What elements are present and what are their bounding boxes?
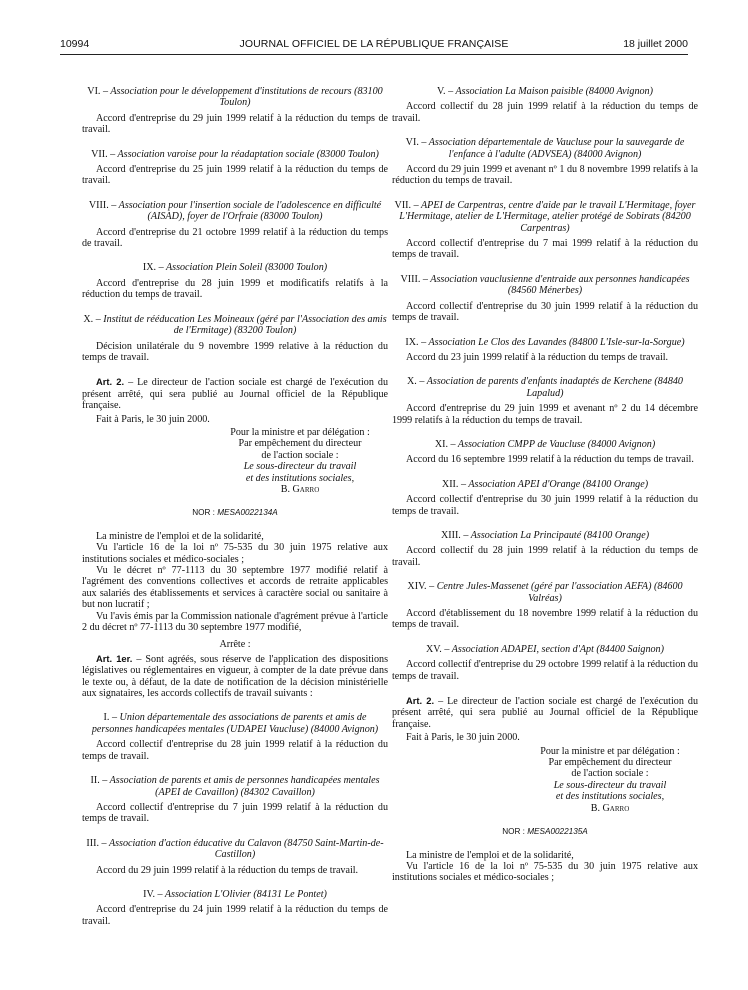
section-heading [392, 200, 698, 234]
sig-line: et des institutions sociales, [245, 472, 355, 484]
section-heading [392, 376, 698, 399]
section-title: Union départementale des associations de parents et amis de personnes handicapées mentales (UDAPEI Vaucluse) (84000 Avignon) [91, 712, 379, 735]
section-body: Accord d'entreprise du 24 juin 1999 relatif à la réduction du temps de travail. [82, 904, 388, 927]
section-title: Association de parents et amis de personnes handicapées mentales (APEI de Cavaillon) (84302 Cavaillon) [109, 775, 380, 798]
signatory-name: B. Garro [590, 802, 630, 814]
section-block [82, 200, 388, 250]
section-heading [392, 337, 698, 348]
section-heading [82, 838, 388, 861]
section-heading [82, 314, 388, 337]
section-body: Accord collectif d'entreprise du 7 juin 1999 relatif à la réduction du temps de travail. [82, 801, 388, 825]
sig-line: Le sous-directeur du travail [553, 779, 667, 791]
section-block [82, 314, 388, 364]
section-number: IX. – [142, 262, 164, 274]
section-block [82, 775, 388, 825]
left-fait: Fait à Paris, le 30 juin 2000. [96, 413, 210, 425]
section-title: Association L'Olivier (84131 Le Pontet) [164, 888, 327, 900]
article-label: Art. 1er. [96, 652, 133, 664]
section-heading [82, 200, 388, 223]
section-title: Association varoise pour la réadaptation sociale (83000 Toulon) [117, 148, 379, 160]
section-body: Accord collectif d'entreprise du 29 octobre 1999 relatif à la réduction du temps de travail. [392, 659, 698, 682]
section-body: Accord collectif d'entreprise du 30 juin 1999 relatif à la réduction du temps de travail. [392, 300, 698, 324]
section-number: I. – [103, 712, 118, 724]
section-body: Accord collectif du 28 juin 1999 relatif à la réduction du temps de travail. [392, 545, 698, 568]
section-block [392, 439, 698, 466]
section-block [392, 530, 698, 568]
section-heading [392, 644, 698, 655]
section-heading [82, 712, 388, 735]
section-number: XII. – [441, 478, 467, 490]
section-body: Accord collectif d'entreprise du 28 juin 1999 relatif à la réduction du temps de travail. [82, 739, 388, 762]
section-number: XV. – [426, 643, 450, 655]
section-body: Accord collectif d'entreprise du 30 juin 1999 relatif à la réduction du temps de travail. [392, 494, 698, 517]
section-title: Association de parents d'enfants inadaptés de Kerchene (84840 Lapalud) [426, 376, 683, 399]
preamble-line: Vu l'article 16 de la loi nº 75-535 du 30 juin 1975 relative aux institutions sociales et médico-sociales ; [392, 860, 698, 884]
section-title: Association La Maison paisible (84000 Avignon) [455, 86, 653, 97]
section-number: V. – [437, 86, 454, 97]
sig-line: de l'action sociale : [261, 449, 339, 461]
section-title: Association Le Clos des Lavandes (84800 L'Isle-sur-la-Sorgue) [428, 336, 685, 348]
section-body: Accord collectif d'entreprise du 7 mai 1999 relatif à la réduction du temps de travail. [392, 238, 698, 261]
article-text: – Sont agréés, sous réserve de l'application des dispositions législatives ou réglementaires en vigueur, à compter de la date prévue dans le texte ou, à défaut, de la date de notification de la décision ministérielle aux signataires, les accords collectifs de travail suivants : [82, 653, 388, 700]
left-column [82, 86, 388, 940]
section-number: VI. – [405, 137, 427, 149]
right-column [392, 86, 698, 884]
section-block [82, 712, 388, 762]
section-block [82, 149, 388, 187]
sig-line: Par empêchement du directeur [238, 438, 362, 450]
nor-label: NOR : [502, 827, 528, 837]
section-block [82, 86, 388, 136]
page-header [60, 38, 688, 52]
section-body: Accord d'entreprise du 29 juin 1999 et avenant nº 2 du 14 décembre 1999 relatifs à la réduction du temps de travail. [392, 403, 698, 426]
sig-line: Pour la ministre et par délégation : [540, 745, 680, 757]
section-number: XIV. – [407, 581, 435, 593]
section-number: VIII. – [88, 199, 117, 211]
nor-code: MESA0022134A [217, 508, 278, 518]
page-number: 10994 [60, 38, 90, 50]
section-title: Centre Jules-Massenet (géré par l'association AEFA) (84600 Valréas) [436, 581, 683, 604]
section-number: II. – [90, 775, 108, 787]
section-title: Association d'action éducative du Calavon (84750 Saint-Martin-de-Castillon) [108, 837, 384, 861]
section-heading [82, 775, 388, 798]
section-heading [82, 149, 388, 160]
section-block [392, 376, 698, 426]
section-title: Association départementale de Vaucluse pour la sauvegarde de l'enfance à l'adulte (ADVSEA) (84000 Avignon) [428, 137, 685, 160]
nor-label: NOR : [192, 508, 218, 518]
section-title: Association vauclusienne d'entraide aux personnes handicapées (84560 Ménerbes) [430, 273, 690, 297]
section-number: X. – [83, 313, 101, 325]
article-label: Art. 2. [406, 695, 435, 707]
section-block [392, 337, 698, 364]
section-heading [392, 479, 698, 490]
left-article-2 [82, 376, 388, 411]
section-heading [392, 86, 698, 97]
section-block [82, 838, 388, 876]
section-block [392, 644, 698, 682]
section-number: VII. – [394, 199, 419, 211]
section-heading [392, 274, 698, 297]
section-heading [392, 439, 698, 450]
section-body: Décision unilatérale du 9 novembre 1999 relative à la réduction du temps de travail. [82, 340, 388, 363]
section-number: IX. – [405, 336, 427, 348]
section-title: APEI de Carpentras, centre d'aide par le travail L'Hermitage, foyer L'Hermitage, atelier de L'Hermitage, atelier protégé de Sobirats (84200 Carpentras) [399, 199, 696, 234]
sig-line: et des institutions sociales, [555, 791, 665, 803]
journal-title: JOURNAL OFFICIEL DE LA RÉPUBLIQUE FRANÇAISE [239, 38, 509, 50]
section-title: Association pour l'insertion sociale de l'adolescence en difficulté (AISAD), foyer de l'Orfraie (83000 Toulon) [118, 199, 382, 223]
section-block [392, 274, 698, 324]
preamble-line: La ministre de l'emploi et de la solidarité, [406, 849, 574, 861]
section-number: IV. – [143, 888, 163, 900]
section-title: Association CMPP de Vaucluse (84000 Avignon) [457, 438, 656, 450]
section-body: Accord d'entreprise du 25 juin 1999 relatif à la réduction du temps de travail. [82, 164, 388, 187]
preamble-line: Vu le décret nº 77-1113 du 30 septembre 1977 modifié relatif à l'agrément des conventions collectives et accords de retraite applicables aux salariés des établissements et services à caractère social ou sanitaire à but non lucratif ; [82, 565, 388, 611]
sig-line: Le sous-directeur du travail [243, 461, 357, 473]
section-body: Accord d'entreprise du 21 octobre 1999 relatif à la réduction du temps de travail. [82, 226, 388, 250]
section-heading [392, 581, 698, 604]
section-body: Accord d'entreprise du 28 juin 1999 et modificatifs relatifs à la réduction du temps de travail. [82, 277, 388, 301]
section-number: X. – [407, 376, 425, 388]
section-heading [392, 530, 698, 541]
signatory-name: B. Garro [280, 483, 320, 495]
section-body: Accord collectif du 28 juin 1999 relatif à la réduction du temps de travail. [392, 101, 698, 124]
section-heading [392, 137, 698, 160]
publication-date: 18 juillet 2000 [623, 38, 688, 50]
section-body: Accord du 29 juin 1999 et avenant nº 1 du 8 novembre 1999 relatifs à la réduction du temps de travail. [392, 164, 698, 187]
section-number: XIII. – [440, 529, 469, 541]
article-text: – Le directeur de l'action sociale est chargé de l'exécution du présent arrêté, qui sera publié au Journal officiel de la République française. [392, 696, 698, 730]
preamble-line: Vu l'avis émis par la Commission nationale d'agrément prévue à l'article 2 du décret nº 77-1113 du 30 septembre 1977 modifié, [82, 610, 388, 634]
section-heading [82, 86, 388, 109]
section-body: Accord d'entreprise du 29 juin 1999 relatif à la réduction du temps de travail. [82, 112, 388, 136]
left-nor [82, 507, 388, 518]
left-signature [212, 427, 388, 495]
arrete-heading: Arrête : [219, 639, 251, 651]
article-label: Art. 2. [96, 376, 125, 388]
section-block [392, 479, 698, 517]
nor-code: MESA0022135A [527, 827, 588, 837]
section-title: Association pour le développement d'institutions de recours (83100 Toulon) [110, 86, 383, 109]
section-body: Accord du 16 septembre 1999 relatif à la réduction du temps de travail. [406, 454, 694, 466]
section-heading [82, 889, 388, 900]
section-block [392, 137, 698, 187]
section-number: XI. – [434, 438, 456, 450]
sig-line: de l'action sociale : [571, 768, 649, 780]
section-number: VIII. – [400, 273, 428, 285]
section-block [392, 200, 698, 261]
section-title: Association ADAPEI, section d'Apt (84400 Saignon) [451, 643, 664, 655]
section-block [392, 581, 698, 631]
section-number: VII. – [91, 148, 116, 160]
sig-line: Par empêchement du directeur [548, 757, 672, 769]
right-signature [522, 746, 698, 814]
section-block [82, 262, 388, 300]
sig-line: Pour la ministre et par délégation : [230, 426, 370, 438]
section-title: Institut de rééducation Les Moineaux (géré par l'Association des amis de l'Ermitage) (83200 Toulon) [103, 313, 387, 337]
header-rule [60, 54, 688, 55]
section-heading [82, 262, 388, 273]
section-number: III. – [86, 837, 107, 849]
section-title: Association La Principauté (84100 Orange) [470, 529, 650, 541]
left-article-1 [82, 653, 388, 700]
section-body: Accord d'établissement du 18 novembre 1999 relatif à la réduction du temps de travail. [392, 608, 698, 631]
right-fait: Fait à Paris, le 30 juin 2000. [406, 732, 520, 744]
right-nor [392, 826, 698, 837]
right-article-2 [392, 695, 698, 730]
preamble-line: La ministre de l'emploi et de la solidarité, [96, 530, 264, 542]
section-body: Accord du 23 juin 1999 relatif à la réduction du temps de travail. [406, 351, 669, 363]
article-text: – Le directeur de l'action sociale est chargé de l'exécution du présent arrêté, qui sera publié au Journal officiel de la République française. [82, 377, 388, 412]
section-title: Association Plein Soleil (83000 Toulon) [165, 262, 328, 274]
section-body: Accord du 29 juin 1999 relatif à la réduction du temps de travail. [96, 864, 359, 876]
section-number: VI. – [87, 86, 109, 97]
section-block [392, 86, 698, 124]
preamble-line: Vu l'article 16 de la loi nº 75-535 du 30 juin 1975 relative aux institutions sociales et médico-sociales ; [82, 542, 388, 565]
section-block [82, 889, 388, 927]
section-title: Association APEI d'Orange (84100 Orange) [468, 478, 649, 490]
